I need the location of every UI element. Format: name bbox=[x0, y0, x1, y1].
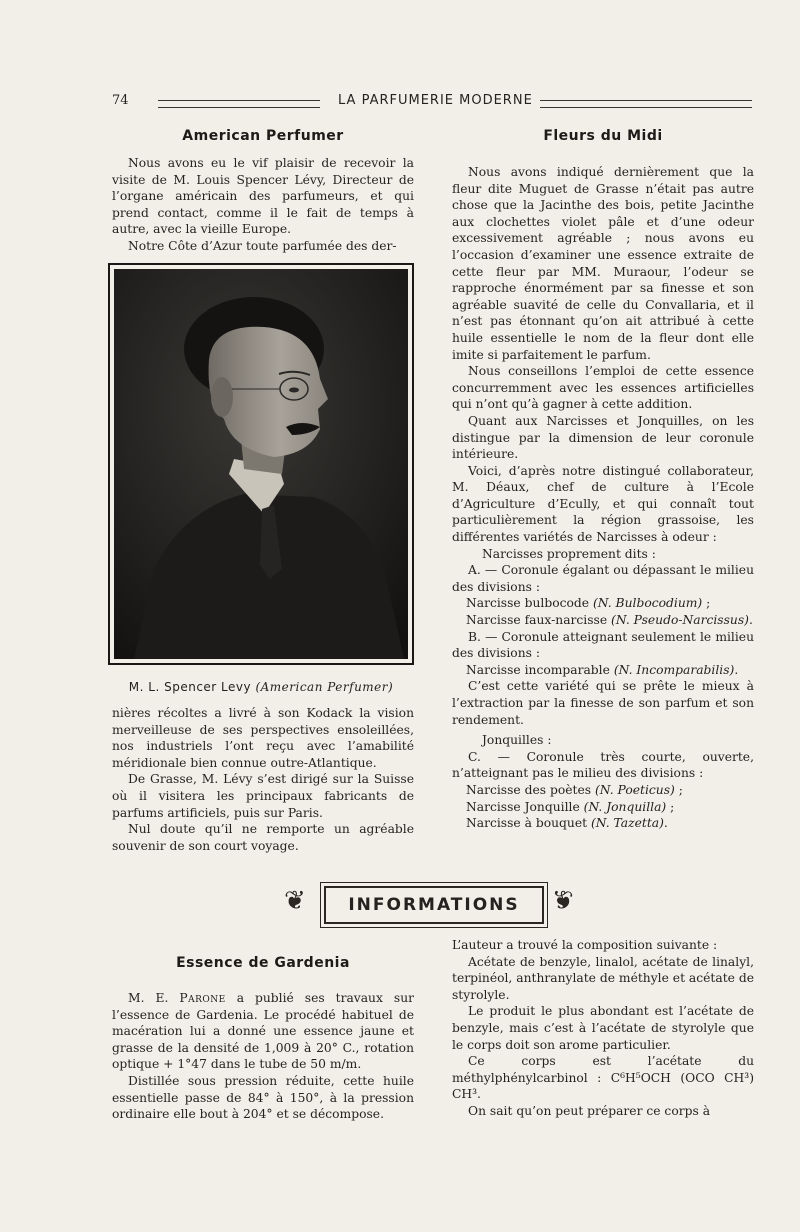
gardenia-left bbox=[112, 990, 414, 1123]
american-continued-3: Nul doute qu’il ne remporte un agréable souvenir de son court voyage. bbox=[112, 822, 414, 853]
group-c-item-1 bbox=[452, 782, 754, 799]
group-b-item-1 bbox=[452, 662, 754, 679]
item-end: . bbox=[663, 816, 668, 831]
item-end: ; bbox=[702, 596, 711, 611]
american-perfumer-title: American Perfumer bbox=[182, 128, 344, 144]
item-latin: (N. Incomparabilis) bbox=[613, 662, 735, 677]
narcisses-label: Narcisses proprement dits : bbox=[482, 546, 656, 561]
american-paragraph-2: Notre Côte d’Azur toute parfumée des der- bbox=[128, 238, 397, 253]
page-number: 74 bbox=[112, 93, 129, 108]
gardenia-right-3: Le produit le plus abondant est l’acétate de benzyle, mais c’est à l’acétate de styrolyle que le corps doit son arome particulier. bbox=[452, 1004, 754, 1052]
jonquilles-label: Jonquilles : bbox=[482, 733, 552, 748]
item-name: Narcisse à bouquet bbox=[466, 816, 588, 831]
gardenia-right-4: Ce corps est l’acétate du méthylphénylcarbinol : C⁶H⁵OCH (OCO CH³) CH³. bbox=[452, 1054, 754, 1102]
informations-banner bbox=[320, 882, 548, 928]
author-name: Parone bbox=[179, 991, 226, 1005]
group-c-item-3 bbox=[452, 815, 754, 832]
header-rule-left bbox=[158, 100, 320, 108]
item-end: ; bbox=[666, 799, 675, 814]
gardenia-paragraph-1 bbox=[112, 990, 414, 1073]
fleurs-paragraph-3: Quant aux Narcisses et Jonquilles, on les distingue par la dimension de leur coronule intérieure. bbox=[452, 413, 754, 462]
gardenia-paragraph-2: Distillée sous pression réduite, cette huile essentielle passe de 84° à 150°, à la pression ordinaire elle bout à 204° et se décompose. bbox=[112, 1073, 414, 1122]
header-rule-right bbox=[540, 100, 752, 108]
portrait-caption bbox=[108, 680, 414, 694]
item-latin: (N. Tazetta) bbox=[590, 816, 664, 831]
fleurs-paragraph-4: Voici, d’après notre distingué collaborateur, M. Déaux, chef de culture à l’Ecole d’Agriculture d’Ecully, et qui connaît tout particulièrement la région grassoise, les différentes variétés de Narcisses à odeur : bbox=[452, 463, 754, 545]
american-intro bbox=[112, 155, 414, 255]
portrait-photo bbox=[108, 263, 414, 665]
gardenia-title: Essence de Gardenia bbox=[176, 955, 350, 971]
american-continued-1: nières récoltes a livré à son Kodack la vision merveilleuse de ses perspectives ensoleillées, nos industriels l’ont reçu avec l’amabilité méridionale bien connue outre-Atlantique. bbox=[112, 706, 414, 770]
fleurs-du-midi-title: Fleurs du Midi bbox=[543, 128, 663, 144]
portrait-photo-image bbox=[114, 269, 408, 659]
caption-publication: (American Perfumer) bbox=[255, 680, 394, 694]
american-continued-2: De Grasse, M. Lévy s’est dirigé sur la Suisse où il visitera les principaux fabricants de parfums artificiels, puis sur Paris. bbox=[112, 772, 414, 820]
group-c-item-2 bbox=[452, 799, 754, 816]
group-a-item-1 bbox=[452, 595, 754, 612]
fleurs-body bbox=[452, 164, 754, 832]
gardenia-right-2: Acétate de benzyle, linalol, acétate de linalyl, terpinéol, anthranylate de méthyle et acétate de styrolyle. bbox=[452, 954, 754, 1002]
group-b-heading: B. — Coronule atteignant seulement le milieu des divisions : bbox=[452, 629, 754, 661]
group-c-heading: C. — Coronule très courte, ouverte, n’atteignant pas le milieu des divisions : bbox=[452, 749, 754, 781]
item-latin: (N. Poeticus) bbox=[594, 782, 675, 797]
group-a-item-2 bbox=[452, 612, 754, 629]
caption-name: M. L. Spencer Levy bbox=[128, 680, 252, 694]
after-b-paragraph: C’est cette variété qui se prête le mieux à l’extraction par la finesse de son parfum et son rendement. bbox=[452, 679, 754, 727]
banner-ornament-left-icon: ❦ bbox=[284, 886, 306, 916]
item-end: ; bbox=[674, 782, 683, 797]
running-title: LA PARFUMERIE MODERNE bbox=[338, 93, 533, 108]
fleurs-paragraph-1: Nous avons indiqué dernièrement que la fleur dite Muguet de Grasse n’était pas autre chose que la Jacinthe des bois, petite Jacinthe aux clochettes violet pâle et d’une odeur excessivement agréable ; nous avons eu l’occasion d’examiner une essence extraite de cette fleur par MM. Muraour, l’odeur se rapproche énormément par sa finesse et son agréable suavité de celle du Convallaria, et il n’est pas étonnant qu’on ait attribué à cette huile essentielle le nom de la fleur dont elle imite si parfaitement le parfum. bbox=[452, 165, 754, 362]
group-a-heading: A. — Coronule égalant ou dépassant le milieu des divisions : bbox=[452, 563, 754, 594]
informations-title: INFORMATIONS bbox=[324, 886, 544, 924]
author-prefix: M. E. bbox=[128, 991, 169, 1005]
gardenia-right-5: On sait qu’on peut préparer ce corps à bbox=[468, 1103, 711, 1118]
american-continued bbox=[112, 705, 414, 854]
item-end: . bbox=[748, 613, 753, 628]
gardenia-right bbox=[452, 937, 754, 1120]
american-paragraph-1: Nous avons eu le vif plaisir de recevoir la visite de M. Louis Spencer Lévy, Directeur de l’organe américain des parfumeurs, et qui prend contact, comme il le fait de temps à autre, avec la vieille Europe. bbox=[112, 156, 414, 237]
item-name: Narcisse faux-narcisse bbox=[466, 613, 608, 628]
item-latin: (N. Jonquilla) bbox=[583, 799, 667, 814]
banner-ornament-right-icon: ❦ bbox=[552, 886, 574, 916]
item-end: . bbox=[734, 662, 739, 677]
item-name: Narcisse incomparable bbox=[466, 662, 610, 677]
item-name: Narcisse des poètes bbox=[466, 782, 592, 797]
item-latin: (N. Bulbocodium) bbox=[592, 596, 703, 611]
item-name: Narcisse bulbocode bbox=[466, 596, 590, 611]
gardenia-right-1: L’auteur a trouvé la composition suivante : bbox=[452, 938, 718, 952]
item-name: Narcisse Jonquille bbox=[466, 799, 580, 814]
item-latin: (N. Pseudo-Narcissus) bbox=[611, 613, 749, 628]
fleurs-paragraph-2: Nous conseillons l’emploi de cette essence concurremment avec les essences artificielles qui n’ont qu’à gagner à cette addition. bbox=[452, 364, 754, 412]
paragraph-1-rest: a publié ses travaux sur l’essence de Gardenia. Le procédé habituel de macération lui a donné une essence jaune et grasse de la densité de 1,009 à 20° C., rotation optique + 1°47 dans le tube de 50 m/m. bbox=[112, 991, 414, 1072]
